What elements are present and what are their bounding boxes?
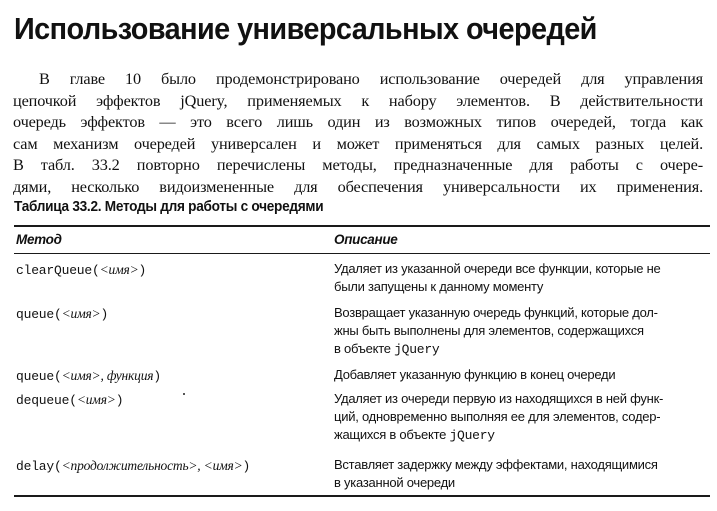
- table-bottom-rule: [14, 495, 710, 497]
- description-cell: [334, 390, 704, 445]
- method-args: <имя>: [99, 262, 139, 277]
- method-close: ): [138, 263, 147, 278]
- paragraph-line: цепочкой эффектов jQuery, применяемых к набору элементов. В действительности: [13, 90, 703, 110]
- description-line: ций, одновременно выполняя ее для элементов, содер-: [334, 409, 661, 424]
- method-args: <продолжительность>, <имя>: [61, 458, 243, 473]
- column-header-method: Метод: [16, 232, 62, 247]
- description-cell: [334, 366, 704, 384]
- table-caption: Таблица 33.2. Методы для работы с очередями: [14, 199, 324, 215]
- table-header-rule: [14, 253, 710, 254]
- method-name: dequeue(: [16, 393, 77, 408]
- method-args: <имя>: [76, 392, 116, 407]
- method-close: ): [153, 369, 161, 384]
- method-name: queue(: [16, 369, 62, 384]
- method-args: <имя>: [61, 306, 101, 321]
- description-line: Удаляет из очереди первую из находящихся в ней функ-: [334, 391, 664, 406]
- paragraph-line: очередь эффектов — это всего лишь один из возможных типов очередей, тогда как: [13, 112, 703, 132]
- paragraph-line: сам механизм очередей универсален и может применяться для самых разных целей.: [13, 133, 703, 153]
- description-line: Возвращает указанную очередь функций, которые дол-: [334, 305, 658, 320]
- description-cell: [334, 304, 704, 359]
- description-line: Удаляет из указанной очереди все функции, которые не: [334, 261, 661, 276]
- paragraph-line: В табл. 33.2 повторно перечислены методы, предназначенные для работы с очере-: [13, 155, 703, 175]
- paragraph-line: дями, несколько видоизмененные для обеспечения универсальности их применения.: [13, 176, 703, 196]
- description-cell: [334, 260, 704, 296]
- description-cell: [334, 456, 704, 492]
- method-close: ): [100, 307, 109, 322]
- method-cell: [16, 305, 108, 323]
- method-cell: [16, 391, 123, 409]
- method-name: queue(: [16, 307, 62, 322]
- description-line: были запущены к данному моменту: [334, 279, 544, 294]
- description-line: в указанной очереди: [334, 475, 455, 490]
- paragraph-line: В главе 10 было продемонстрировано использование очередей для управления: [39, 69, 703, 88]
- method-close: ): [115, 393, 124, 408]
- method-cell: [16, 261, 146, 279]
- description-line: Вставляет задержку между эффектами, находящимися: [334, 457, 658, 472]
- method-close: ): [242, 459, 251, 474]
- section-heading: Использование универсальных очередей: [14, 11, 597, 46]
- table-top-rule: [14, 225, 710, 227]
- description-line: жны быть выполнены для элементов, содержащихся: [334, 323, 644, 338]
- code-jquery: jQuery: [449, 428, 495, 443]
- body-paragraph: [13, 68, 703, 198]
- method-name: clearQueue(: [16, 263, 100, 278]
- description-line: в объекте jQuery: [334, 341, 440, 357]
- method-cell: [16, 457, 250, 475]
- method-name: delay(: [16, 459, 62, 474]
- method-args: <имя>, функция: [61, 368, 154, 383]
- column-header-description: Описание: [334, 232, 398, 247]
- method-cell: [16, 367, 161, 385]
- code-jquery: jQuery: [394, 342, 440, 357]
- description-line: Добавляет указанную функцию в конец очереди: [334, 367, 616, 382]
- description-line: жащихся в объекте jQuery: [334, 427, 495, 443]
- print-speck: [183, 393, 185, 395]
